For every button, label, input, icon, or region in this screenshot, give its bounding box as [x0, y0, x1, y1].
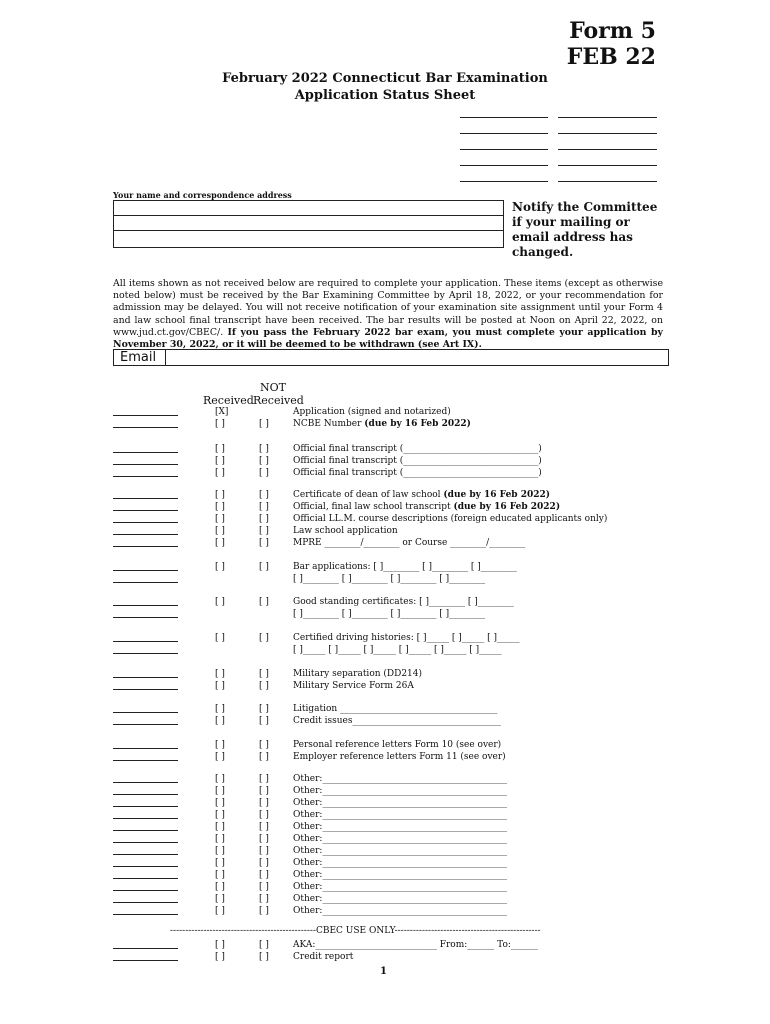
checklist-row [0, 773, 770, 785]
item-text: Other:_________________________________________ [293, 870, 507, 880]
checklist-row [0, 443, 770, 455]
date-blank-line[interactable] [113, 854, 178, 855]
not-received-checkbox[interactable]: [ ] [259, 740, 269, 750]
item-due-note: (due by 16 Feb 2022) [453, 502, 561, 512]
received-checkbox[interactable]: [ ] [215, 597, 225, 607]
date-blank-line[interactable] [113, 842, 178, 843]
item-label [293, 608, 485, 620]
date-blank-line[interactable] [113, 806, 178, 807]
checklist-row [0, 715, 770, 727]
item-label [293, 833, 507, 845]
item-label [293, 406, 451, 418]
checklist-row [0, 632, 770, 644]
received-checkbox[interactable]: [ ] [215, 858, 225, 868]
not-received-checkbox[interactable]: [ ] [259, 940, 269, 950]
date-blank-line[interactable] [113, 582, 178, 583]
not-received-checkbox[interactable]: [ ] [259, 906, 269, 916]
received-checkbox[interactable]: [ ] [215, 490, 225, 500]
blank-line[interactable] [558, 181, 657, 182]
not-received-checkbox[interactable]: [ ] [259, 633, 269, 643]
date-blank-line[interactable] [113, 712, 178, 713]
received-checkbox[interactable]: [X] [215, 407, 229, 417]
item-text: [ ]________ [ ]________ [ ]________ [ ]________ [293, 574, 486, 584]
date-blank-line[interactable] [113, 960, 178, 961]
date-blank-line[interactable] [113, 653, 178, 654]
item-text: Other:_________________________________________ [293, 786, 507, 796]
not-received-checkbox[interactable]: [ ] [259, 538, 269, 548]
date-blank-line[interactable] [113, 866, 178, 867]
received-checkbox[interactable]: [ ] [215, 502, 225, 512]
email-divider [165, 350, 166, 365]
checklist-row [0, 467, 770, 479]
received-checkbox[interactable]: [ ] [215, 870, 225, 880]
received-checkbox[interactable]: [ ] [215, 940, 225, 950]
item-text: Personal reference letters Form 10 (see over) [293, 740, 502, 750]
not-received-checkbox[interactable]: [ ] [259, 752, 269, 762]
item-label [293, 680, 414, 692]
date-blank-line[interactable] [113, 689, 178, 690]
address-line[interactable] [114, 201, 503, 216]
checklist-row [0, 833, 770, 845]
item-label [293, 513, 607, 525]
date-blank-line[interactable] [113, 914, 178, 915]
received-checkbox[interactable]: [ ] [215, 562, 225, 572]
checklist-row [0, 797, 770, 809]
not-received-checkbox[interactable]: [ ] [259, 834, 269, 844]
checklist-row [0, 406, 770, 418]
date-blank-line[interactable] [113, 902, 178, 903]
item-label [293, 905, 507, 917]
date-blank-line[interactable] [113, 760, 178, 761]
date-blank-line[interactable] [113, 818, 178, 819]
checklist-row [0, 785, 770, 797]
item-text: Credit issues_________________________________ [293, 716, 501, 726]
item-label [293, 467, 542, 479]
item-due-note: (due by 16 Feb 2022) [364, 419, 471, 429]
not-label: NOT [260, 381, 286, 394]
checklist-row [0, 905, 770, 917]
checklist-row [0, 644, 770, 656]
date-blank-line[interactable] [113, 476, 178, 477]
item-text: Law school application [293, 526, 398, 536]
item-text: MPRE ________/________ or Course ________/________ [293, 538, 526, 548]
item-label [293, 596, 514, 608]
item-text: Good standing certificates: [ ]________ [ ]________ [293, 597, 514, 607]
item-due-note: (due by 16 Feb 2022) [443, 490, 551, 500]
address-field[interactable] [113, 200, 504, 248]
item-label [293, 809, 507, 821]
item-text: Certificate of dean of law school [293, 490, 444, 500]
item-label [293, 573, 485, 585]
item-text: [ ]________ [ ]________ [ ]________ [ ]________ [293, 609, 486, 619]
blank-line[interactable] [558, 133, 657, 134]
checklist-row [0, 893, 770, 905]
item-text: Other:_________________________________________ [293, 858, 507, 868]
date-blank-line[interactable] [113, 948, 178, 949]
address-label: Your name and correspondence address [113, 190, 292, 200]
blank-line[interactable] [460, 181, 548, 182]
item-label [293, 785, 507, 797]
form-number-label: Form 5 [569, 18, 656, 44]
item-text: Litigation ___________________________________ [293, 704, 498, 714]
not-received-checkbox[interactable]: [ ] [259, 798, 269, 808]
item-text: Other:_________________________________________ [293, 774, 507, 784]
item-label [293, 561, 517, 573]
date-blank-line[interactable] [113, 890, 178, 891]
item-label [293, 857, 507, 869]
item-text: AKA:___________________________ From:______ To:______ [293, 940, 538, 950]
received-checkbox[interactable]: [ ] [215, 681, 225, 691]
not-received-checkbox[interactable]: [ ] [259, 419, 269, 429]
checklist-row [0, 845, 770, 857]
received-checkbox[interactable]: [ ] [215, 456, 225, 466]
not-received-checkbox[interactable]: [ ] [259, 681, 269, 691]
blank-line[interactable] [558, 149, 657, 150]
item-label [293, 455, 542, 467]
date-blank-line[interactable] [113, 415, 178, 416]
checklist-row [0, 939, 770, 951]
not-received-checkbox[interactable]: [ ] [259, 514, 269, 524]
received-checkbox[interactable]: [ ] [215, 538, 225, 548]
checklist-row [0, 608, 770, 620]
date-blank-line[interactable] [113, 641, 178, 642]
item-label [293, 501, 560, 513]
item-label [293, 821, 507, 833]
item-text: Other:_________________________________________ [293, 906, 507, 916]
not-received-column-header [253, 381, 304, 407]
not-received-checkbox[interactable]: [ ] [259, 597, 269, 607]
item-text: Official LL.M. course descriptions (foreign educated applicants only) [293, 514, 608, 524]
address-line[interactable] [114, 231, 503, 246]
received-checkbox[interactable]: [ ] [215, 669, 225, 679]
checklist-row [0, 751, 770, 763]
not-received-checkbox[interactable]: [ ] [259, 858, 269, 868]
not-received-checkbox[interactable]: [ ] [259, 502, 269, 512]
item-text: Other:_________________________________________ [293, 894, 507, 904]
date-blank-line[interactable] [113, 617, 178, 618]
item-text: Application (signed and notarized) [293, 407, 451, 417]
received-checkbox[interactable]: [ ] [215, 444, 225, 454]
item-label [293, 951, 353, 963]
item-text: Other:_________________________________________ [293, 810, 507, 820]
not-received-checkbox[interactable]: [ ] [259, 562, 269, 572]
received-checkbox[interactable]: [ ] [215, 774, 225, 784]
item-label [293, 715, 501, 727]
item-text: Military Service Form 26A [293, 681, 414, 691]
received-column-header: Received [203, 394, 254, 407]
date-blank-line[interactable] [113, 724, 178, 725]
not-received-checkbox[interactable]: [ ] [259, 786, 269, 796]
page-title [200, 70, 570, 104]
item-label [293, 632, 520, 644]
received-checkbox[interactable]: [ ] [215, 952, 225, 962]
blank-line[interactable] [460, 133, 548, 134]
not-received-checkbox[interactable]: [ ] [259, 894, 269, 904]
item-label [293, 751, 506, 763]
item-text: Official final transcript (______________________________) [293, 444, 542, 454]
not-received-checkbox[interactable]: [ ] [259, 669, 269, 679]
date-blank-line[interactable] [113, 452, 178, 453]
received-checkbox[interactable]: [ ] [215, 740, 225, 750]
item-label [293, 845, 507, 857]
item-label [293, 703, 498, 715]
received-checkbox[interactable]: [ ] [215, 822, 225, 832]
item-label [293, 644, 502, 656]
email-field[interactable] [113, 349, 669, 366]
received-checkbox[interactable]: [ ] [215, 716, 225, 726]
checklist-row [0, 857, 770, 869]
not-received-checkbox[interactable]: [ ] [259, 882, 269, 892]
title-line-2: Application Status Sheet [294, 88, 476, 103]
checklist-row [0, 537, 770, 549]
item-label [293, 939, 538, 951]
address-line[interactable] [114, 216, 503, 231]
not-received-checkbox[interactable]: [ ] [259, 822, 269, 832]
checklist-row [0, 501, 770, 513]
received-checkbox[interactable]: [ ] [215, 894, 225, 904]
form-number [567, 18, 656, 70]
page-number: 1 [380, 966, 387, 977]
item-label [293, 489, 550, 501]
not-received-checkbox[interactable]: [ ] [259, 716, 269, 726]
received-checkbox[interactable]: [ ] [215, 752, 225, 762]
item-label [293, 739, 501, 751]
item-label [293, 443, 542, 455]
item-text: NCBE Number [293, 419, 365, 429]
checklist-row [0, 869, 770, 881]
not-received-checkbox[interactable]: [ ] [259, 456, 269, 466]
instructions-bold: If you pass the February 2022 bar exam, you must complete your application by November 30, 2022, or it will be deemed to be withdrawn (see Art IX). [113, 326, 663, 351]
instructions-text: All items shown as not received below are required to complete your application. These items (except as otherwise noted below) must be received by the Bar Examining Committee by April 18, 2022, or your recommendation for admission may be delayed. You will not receive notification of your examination site assignment until your Form 4 and law school final transcript have been received. The bar results will be posted at Noon on April 22, 2022, on www.jud.ct.gov/CBEC/. [113, 278, 663, 338]
checklist-row [0, 596, 770, 608]
date-blank-line[interactable] [113, 427, 178, 428]
not-received-label: Received [253, 394, 304, 407]
date-blank-line[interactable] [113, 510, 178, 511]
item-text: [ ]_____ [ ]_____ [ ]_____ [ ]_____ [ ]_____ [ ]_____ [293, 645, 502, 655]
date-blank-line[interactable] [113, 830, 178, 831]
checklist-row [0, 821, 770, 833]
checklist-row [0, 418, 770, 430]
item-label [293, 525, 398, 537]
cbec-use-only-divider: ------------------------------------------------CBEC USE ONLY------------------------------------------------ [170, 926, 541, 936]
not-received-checkbox[interactable]: [ ] [259, 952, 269, 962]
received-checkbox[interactable]: [ ] [215, 798, 225, 808]
date-blank-line[interactable] [113, 605, 178, 606]
item-text: Bar applications: [ ]________ [ ]________ [ ]________ [293, 562, 517, 572]
date-blank-line[interactable] [113, 546, 178, 547]
not-received-checkbox[interactable]: [ ] [259, 468, 269, 478]
not-received-checkbox[interactable]: [ ] [259, 774, 269, 784]
item-label [293, 418, 471, 430]
checklist-row [0, 489, 770, 501]
received-checkbox[interactable]: [ ] [215, 704, 225, 714]
checklist-row [0, 561, 770, 573]
item-text: Other:_________________________________________ [293, 834, 507, 844]
item-text: Other:_________________________________________ [293, 882, 507, 892]
date-blank-line[interactable] [113, 522, 178, 523]
date-blank-line[interactable] [113, 878, 178, 879]
date-blank-line[interactable] [113, 534, 178, 535]
checklist-row [0, 668, 770, 680]
date-blank-line[interactable] [113, 748, 178, 749]
not-received-checkbox[interactable]: [ ] [259, 810, 269, 820]
date-blank-line[interactable] [113, 570, 178, 571]
checklist-row [0, 680, 770, 692]
not-received-checkbox[interactable]: [ ] [259, 526, 269, 536]
blank-line[interactable] [558, 117, 657, 118]
received-checkbox[interactable]: [ ] [215, 906, 225, 916]
received-checkbox[interactable]: [ ] [215, 514, 225, 524]
checklist-row [0, 739, 770, 751]
blank-line[interactable] [460, 165, 548, 166]
not-received-checkbox[interactable]: [ ] [259, 490, 269, 500]
checklist-row [0, 455, 770, 467]
blank-line[interactable] [460, 149, 548, 150]
checklist-row [0, 951, 770, 963]
received-checkbox[interactable]: [ ] [215, 786, 225, 796]
item-text: Official final transcript (______________________________) [293, 456, 542, 466]
instructions-paragraph [113, 278, 663, 351]
checklist-row [0, 703, 770, 715]
checklist-row [0, 513, 770, 525]
email-label: Email [120, 350, 157, 365]
date-blank-line[interactable] [113, 782, 178, 783]
item-text: Military separation (DD214) [293, 669, 423, 679]
item-label [293, 773, 507, 785]
item-label [293, 869, 507, 881]
blank-line[interactable] [460, 117, 548, 118]
item-label [293, 881, 507, 893]
item-text: Employer reference letters Form 11 (see over) [293, 752, 506, 762]
item-label [293, 668, 422, 680]
checklist-row [0, 525, 770, 537]
blank-line[interactable] [558, 165, 657, 166]
received-checkbox[interactable]: [ ] [215, 846, 225, 856]
item-label [293, 797, 507, 809]
checklist-row [0, 809, 770, 821]
item-text: Other:_________________________________________ [293, 822, 507, 832]
date-blank-line[interactable] [113, 677, 178, 678]
item-text: Official final transcript (______________________________) [293, 468, 542, 478]
checklist-row [0, 881, 770, 893]
date-blank-line[interactable] [113, 464, 178, 465]
item-label [293, 537, 525, 549]
received-checkbox[interactable]: [ ] [215, 633, 225, 643]
received-checkbox[interactable]: [ ] [215, 810, 225, 820]
notify-notice: Notify the Committee if your mailing or email address has changed. [512, 200, 658, 259]
received-checkbox[interactable]: [ ] [215, 468, 225, 478]
received-checkbox[interactable]: [ ] [215, 526, 225, 536]
received-checkbox[interactable]: [ ] [215, 882, 225, 892]
item-text: Credit report [293, 952, 354, 962]
form-date-label: FEB 22 [566, 44, 656, 70]
date-blank-line[interactable] [113, 794, 178, 795]
not-received-checkbox[interactable]: [ ] [259, 846, 269, 856]
not-received-checkbox[interactable]: [ ] [259, 704, 269, 714]
title-line-1: February 2022 Connecticut Bar Examination [222, 71, 548, 86]
item-text: Official, final law school transcript [293, 502, 454, 512]
received-checkbox[interactable]: [ ] [215, 419, 225, 429]
item-text: Other:_________________________________________ [293, 846, 507, 856]
not-received-checkbox[interactable]: [ ] [259, 444, 269, 454]
item-text: Other:_________________________________________ [293, 798, 507, 808]
item-text: Certified driving histories: [ ]_____ [ ]_____ [ ]_____ [293, 633, 520, 643]
received-checkbox[interactable]: [ ] [215, 834, 225, 844]
checklist-row [0, 573, 770, 585]
not-received-checkbox[interactable]: [ ] [259, 870, 269, 880]
date-blank-line[interactable] [113, 498, 178, 499]
item-label [293, 893, 507, 905]
